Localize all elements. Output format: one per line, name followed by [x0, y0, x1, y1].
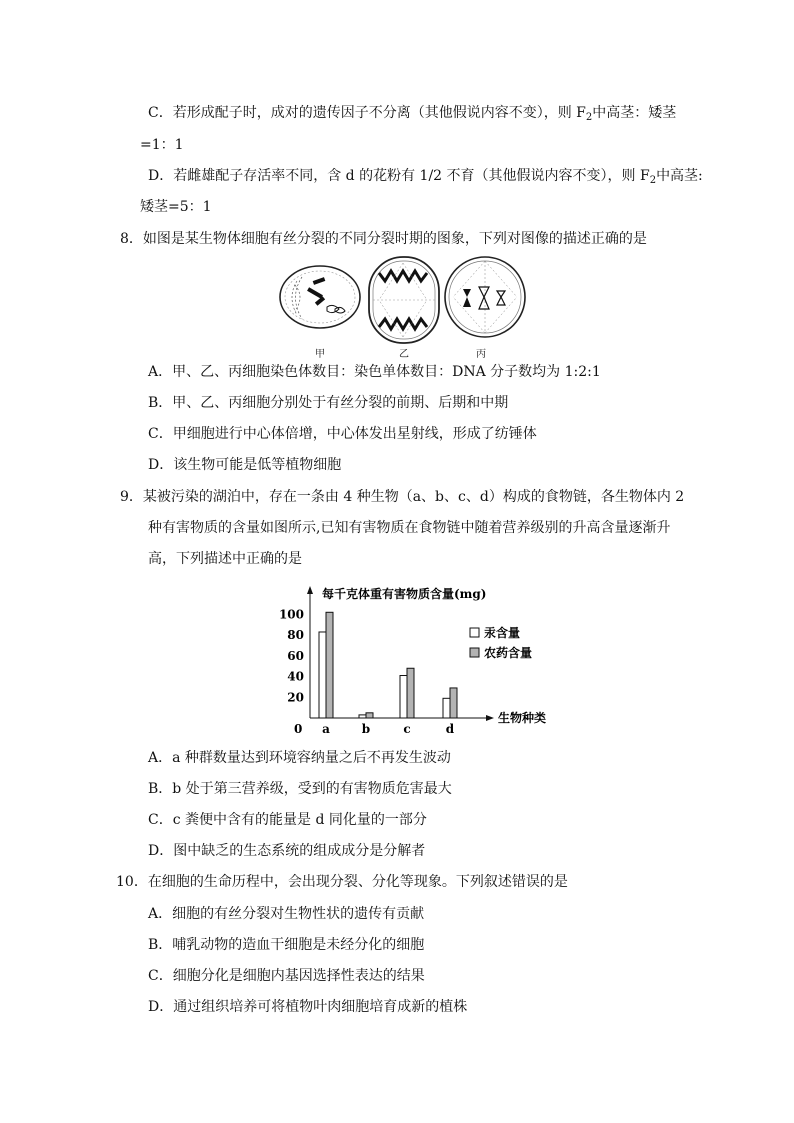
q7-option-c-line2: =1：1 [140, 137, 184, 153]
cell-label-yi: 乙 [399, 349, 409, 360]
q8-option-c: C．甲细胞进行中心体倍增，中心体发出星射线，形成了纺锤体 [148, 426, 537, 442]
q10-stem: 10．在细胞的生命历程中，会出现分裂、分化等现象。下列叙述错误的是 [116, 874, 568, 890]
x-axis-arrow [486, 715, 494, 721]
q7-option-d-line2: 矮茎=5：1 [140, 199, 212, 215]
q9-stem-line3: 高，下列描述中正确的是 [148, 551, 302, 567]
bar-b-mercury [359, 715, 366, 718]
q9-option-a: A．a 种群数量达到环境容纳量之后不再发生波动 [148, 750, 451, 766]
cell-label-bing: 丙 [476, 349, 486, 360]
bar-a-mercury [319, 632, 326, 718]
x-tick-label: d [445, 722, 455, 736]
x-tick-label: c [403, 722, 411, 736]
bar-a-pesticide [326, 612, 333, 718]
q8-option-a: A．甲、乙、丙细胞染色体数目：染色单体数目：DNA 分子数均为 1:2:1 [148, 364, 601, 380]
q10-option-c: C．细胞分化是细胞内基因选择性表达的结果 [148, 968, 425, 984]
y-axis-arrow [307, 586, 313, 594]
cell-jia [280, 266, 360, 328]
bar-c-pesticide [407, 668, 414, 718]
toxin-content-bar-chart [270, 578, 560, 740]
legend-label: 农药含量 [484, 646, 533, 660]
cell-bing [445, 257, 525, 337]
cell-label-jia: 甲 [315, 349, 325, 360]
q8-option-d: D．该生物可能是低等植物细胞 [148, 457, 342, 473]
bar-d-pesticide [450, 688, 457, 718]
cell-yi [369, 257, 439, 343]
x-axis-label: 生物种类 [498, 711, 547, 725]
y-tick-label: 20 [287, 690, 304, 705]
legend-swatch [470, 628, 479, 637]
chart-title: 每千克体重有害物质含量(mg) [322, 587, 487, 601]
q9-option-d: D．图中缺乏的生态系统的组成成分是分解者 [148, 843, 426, 859]
y-tick-label: 80 [287, 628, 304, 643]
q10-option-a: A．细胞的有丝分裂对生物性状的遗传有贡献 [148, 906, 425, 922]
origin-label: 0 [294, 722, 303, 736]
mitosis-cells-figure [275, 253, 535, 357]
legend-label: 汞含量 [484, 626, 521, 640]
bar-d-mercury [443, 698, 450, 718]
q7-option-c-line1: C．若形成配子时，成对的遗传因子不分离（其他假说内容不变），则 $F_2$中高茎：矮茎 [148, 105, 677, 123]
q10-option-b: B．哺乳动物的造血干细胞是未经分化的细胞 [148, 937, 425, 953]
q9-stem-line2: 种有害物质的含量如图所示,已知有害物质在食物链中随着营养级别的升高含量逐渐升 [148, 520, 671, 536]
q8-stem: 8．如图是某生物体细胞有丝分裂的不同分裂时期的图象，下列对图像的描述正确的是 [120, 231, 647, 247]
q7-option-d-line1: D．若雌雄配子存活率不同，含 d 的花粉有 1/2 不育（其他假说内容不变），则 $F_2$中高茎: [148, 168, 703, 186]
q10-option-d: D．通过组织培养可将植物叶肉细胞培育成新的植株 [148, 999, 468, 1015]
x-tick-label: a [322, 722, 330, 736]
q8-option-b: B．甲、乙、丙细胞分别处于有丝分裂的前期、后期和中期 [148, 395, 509, 411]
y-tick-label: 60 [287, 648, 304, 663]
x-tick-label: b [361, 722, 371, 736]
y-tick-label: 100 [278, 607, 304, 622]
bar-b-pesticide [366, 713, 373, 718]
q9-option-b: B．b 处于第三营养级，受到的有害物质危害最大 [148, 781, 452, 797]
q9-stem-line1: 9．某被污染的湖泊中，存在一条由 4 种生物（a、b、c、d）构成的食物链，各生物体内 2 [120, 489, 685, 505]
bar-c-mercury [400, 676, 407, 718]
legend-swatch [470, 648, 479, 657]
y-tick-label: 40 [287, 669, 304, 684]
q9-option-c: C．c 粪便中含有的能量是 d 同化量的一部分 [148, 812, 427, 828]
